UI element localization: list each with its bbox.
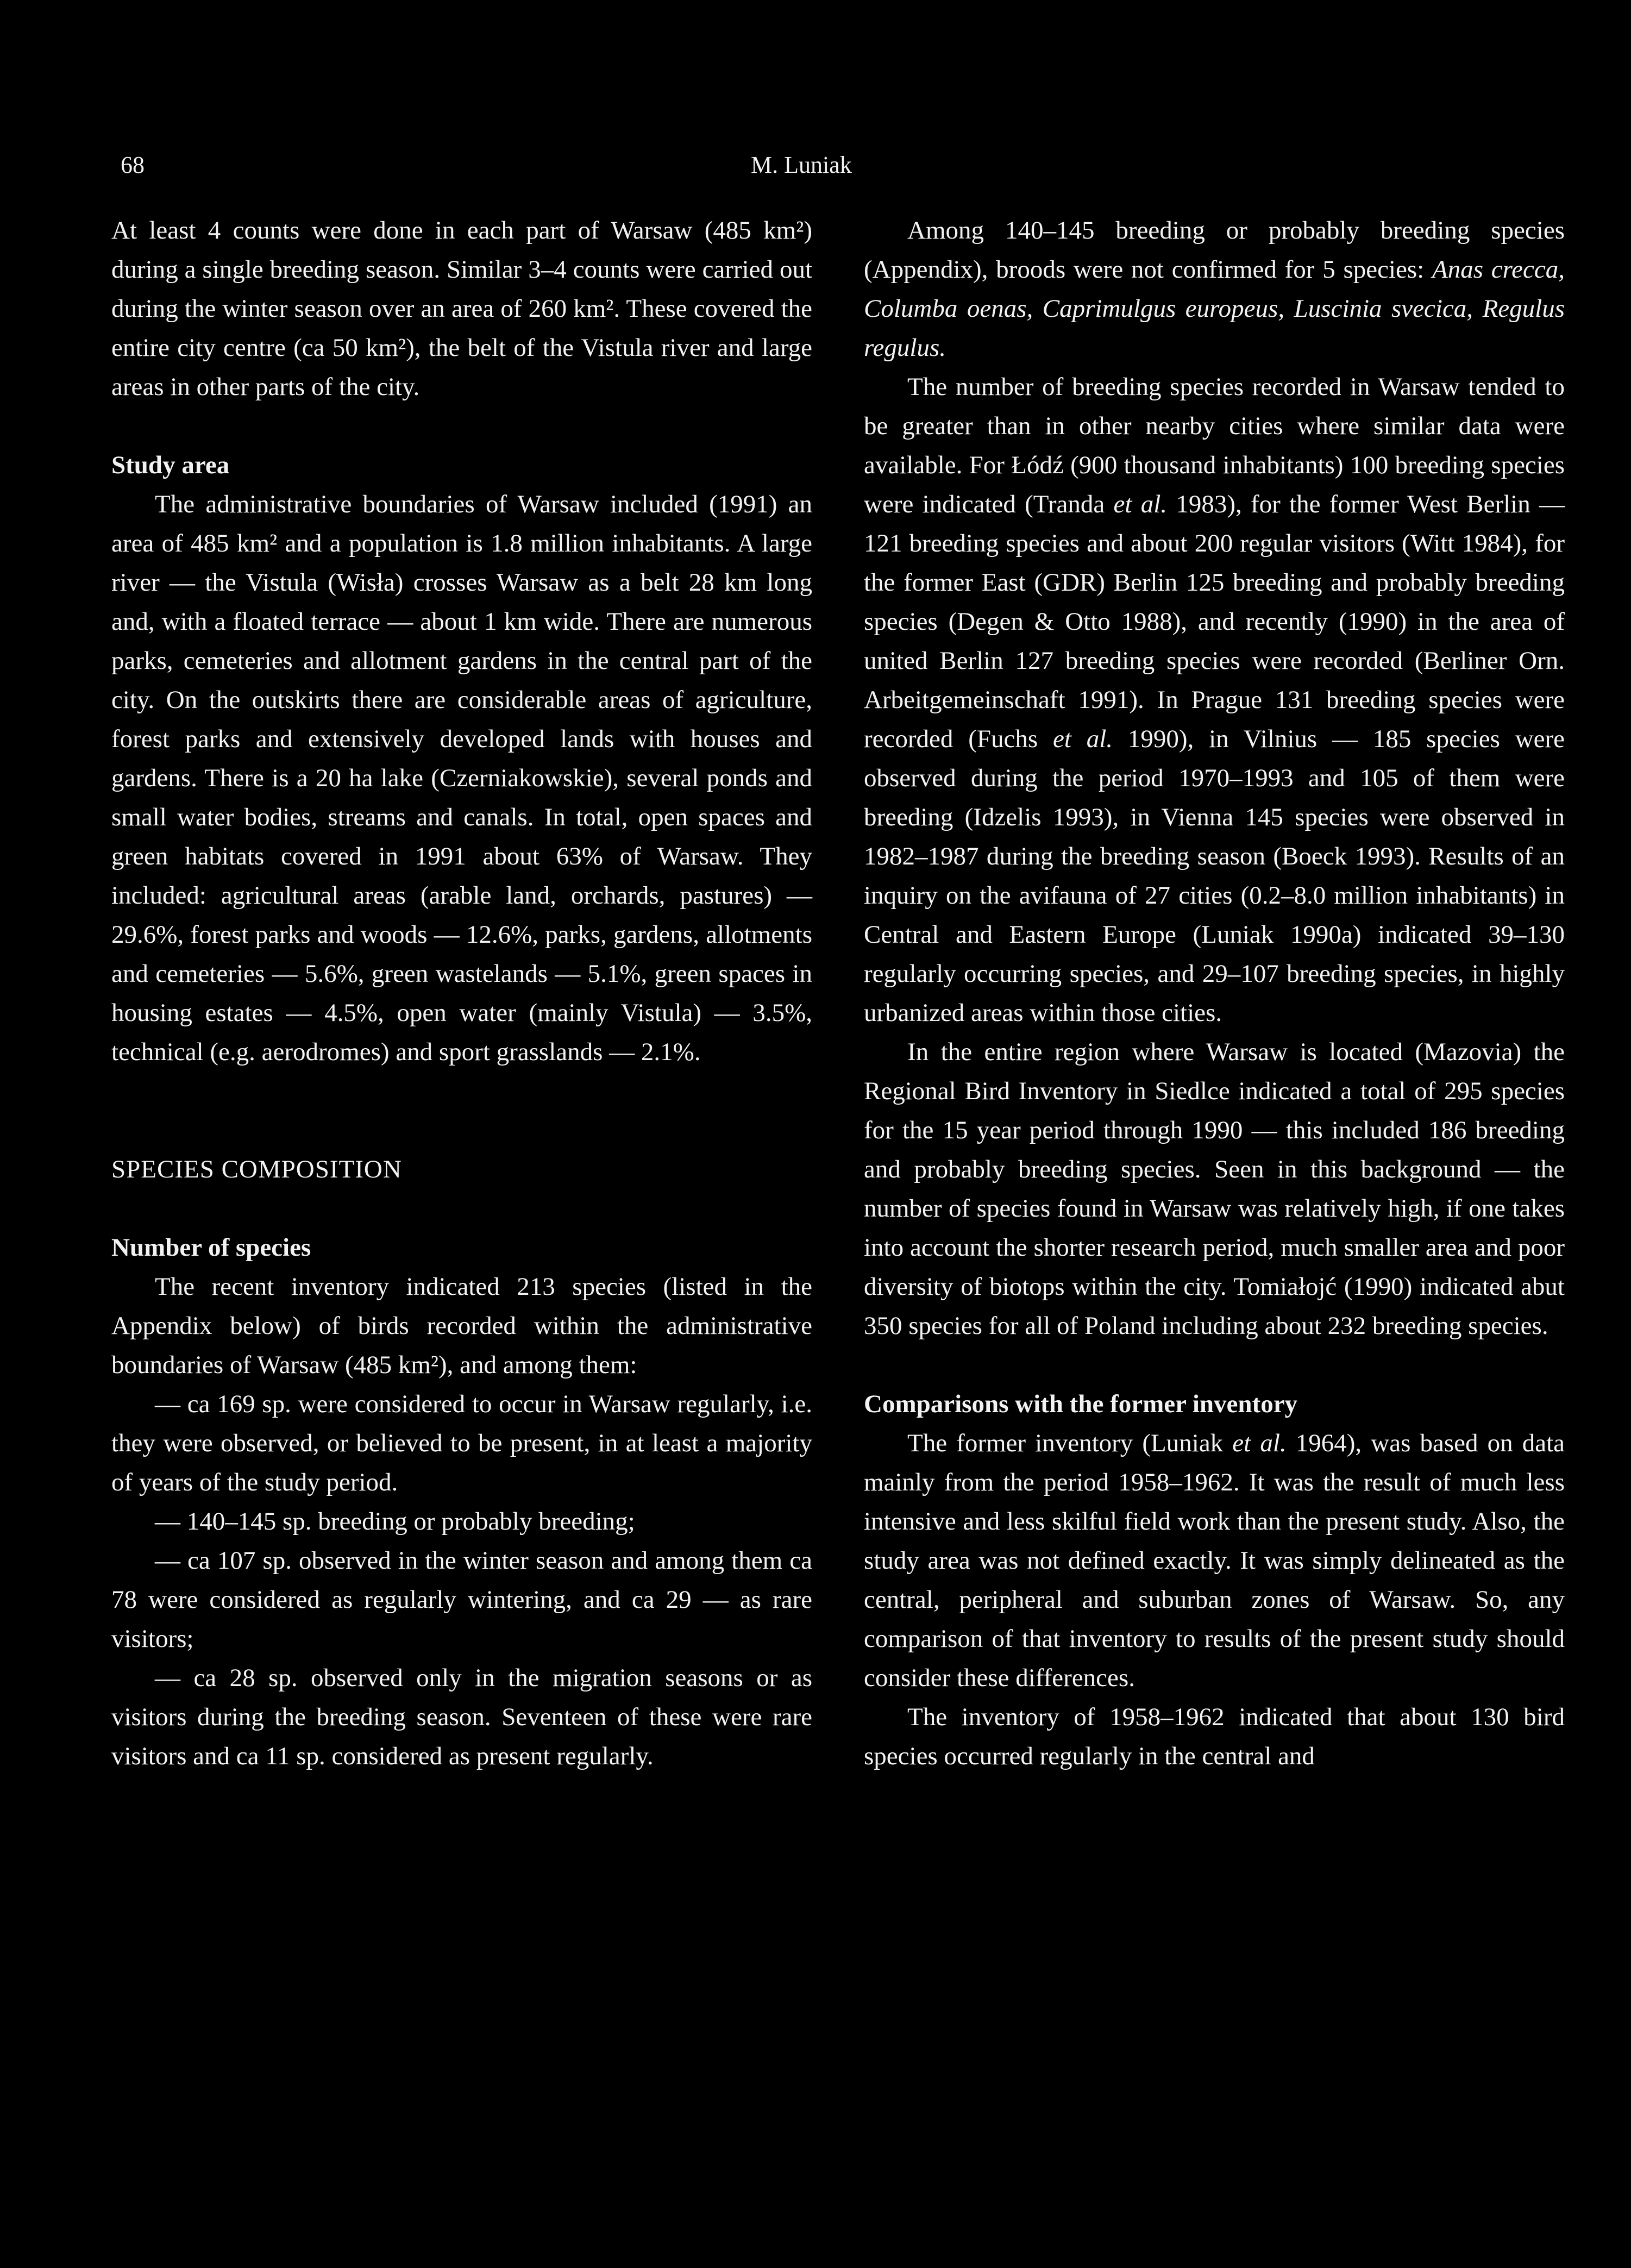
list-item-migration: — ca 28 sp. observed only in the migration seasons or as visitors during the breeding season. Seventeen of these were rare visitors and ca 11 sp. considered as present regularly.	[111, 1664, 812, 1770]
text-span: The number of breeding species recorded in Warsaw tended to be greater than in other nearby cities where similar data were available. For Łódź (900 thousand inhabitants) 100 breeding species were indicated (Tranda	[864, 373, 1565, 518]
page-number: 68	[121, 152, 145, 178]
mazovia-paragraph: In the entire region where Warsaw is located (Mazovia) the Regional Bird Inventory in Siedlce indicated a total of 295 species for the 15 year period through 1990 — this included 186 breeding and probably breeding species. Seen in this background — the number of species found in Warsaw was relatively high, if one takes into account the shorter research period, much smaller area and poor diversity of biotops within the city. Tomiałojć (1990) indicated abut 350 species for all of Poland including about 232 breeding species.	[864, 1038, 1565, 1340]
et-al: et al.	[1052, 725, 1113, 753]
methods-paragraph: At least 4 counts were done in each part of Warsaw (485 km²) during a single breeding season. Similar 3–4 counts were carried out during the winter season over an area of 260 km². These covered the entire city centre (ca 50 km²), the belt of the Vistula river and large areas in other parts of the city.	[111, 216, 812, 401]
species-names: Anas crecca, Columba oenas, Caprimulgus europeus, Luscinia svecica, Regulus regulus.	[864, 255, 1565, 362]
comparisons-heading: Comparisons with the former inventory	[864, 1390, 1298, 1418]
unconfirmed-broods-paragraph	[864, 211, 1565, 367]
left-column	[111, 211, 812, 1776]
study-area-paragraph: The administrative boundaries of Warsaw included (1991) an area of 485 km² and a population is 1.8 million inhabitants. A large river — the Vistula (Wisła) crosses Warsaw as a belt 28 km long and, with a floated terrace — about 1 km wide. There are numerous parks, cemeteries and allotment gardens in the central part of the city. On the outskirts there are considerable areas of agriculture, forest parks and extensively developed lands with houses and gardens. There is a 20 ha lake (Czerniakowskie), several ponds and small water bodies, streams and canals. In total, open spaces and green habitats covered in 1991 about 63% of Warsaw. They included: agricultural areas (arable land, orchards, pastures) — 29.6%, forest parks and woods — 12.6%, parks, gardens, allotments and cemeteries — 5.6%, green wastelands — 5.1%, green spaces in housing estates — 4.5%, open water (mainly Vistula) — 3.5%, technical (e.g. aerodromes) and sport grasslands — 2.1%.	[111, 490, 812, 1066]
inventory-paragraph: The recent inventory indicated 213 species (listed in the Appendix below) of birds recorded within the administrative boundaries of Warsaw (485 km²), and among them:	[111, 1273, 812, 1379]
list-item-breeding: — 140–145 sp. breeding or probably breeding;	[155, 1507, 635, 1536]
right-column	[864, 211, 1565, 1776]
et-al: et al.	[1232, 1429, 1287, 1457]
text-span: The former inventory (Luniak	[907, 1429, 1233, 1457]
inventory-1958-paragraph: The inventory of 1958–1962 indicated that about 130 bird species occurred regularly in the central and	[864, 1703, 1565, 1770]
text-span: 1990), in Vilnius — 185 species were observed during the period 1970–1993 and 105 of them were breeding (Idzelis 1993), in Vienna 145 species were observed in 1982–1987 during the breeding season (Boeck 1993). Results of an inquiry on the avifauna of 27 cities (0.2–8.0 million inhabitants) in Central and Eastern Europe (Luniak 1990a) indicated 39–130 regularly occurring species, and 29–107 breeding species, in highly urbanized areas within those cities.	[864, 725, 1565, 1027]
list-item-winter: — ca 107 sp. observed in the winter season and among them ca 78 were considered as regularly wintering, and ca 29 — as rare visitors;	[111, 1546, 812, 1653]
text-span: 1983), for the former West Berlin — 121 breeding species and about 200 regular visitors (Witt 1984), for the former East (GDR) Berlin 125 breeding and probably breeding species (Degen & Otto 1988), and recently (1990) in the area of united Berlin 127 breeding species were recorded (Berliner Orn. Arbeitgemeinschaft 1991). In Prague 131 breeding species were recorded (Fuchs	[864, 490, 1565, 753]
text-span: Among 140–145 breeding or probably breeding species (Appendix), broods were not confirmed for 5 species:	[864, 216, 1565, 284]
list-item-regular: — ca 169 sp. were considered to occur in Warsaw regularly, i.e. they were observed, or believed to be present, in at least a majority of years of the study period.	[111, 1390, 812, 1496]
section-heading: SPECIES COMPOSITION	[111, 1155, 402, 1183]
running-head-author: M. Luniak	[751, 152, 852, 178]
former-inventory-paragraph	[864, 1424, 1565, 1697]
number-of-species-heading: Number of species	[111, 1233, 311, 1262]
et-al: et al.	[1113, 490, 1168, 518]
study-area-heading: Study area	[111, 451, 230, 479]
comparison-cities-paragraph	[864, 367, 1565, 1032]
text-span: 1964), was based on data mainly from the period 1958–1962. It was the result of much less intensive and less skilful field work than the present study. Also, the study area was not defined exactly. It was simply delineated as the central, peripheral and suburban zones of Warsaw. So, any comparison of that inventory to results of the present study should consider these differences.	[864, 1429, 1565, 1692]
